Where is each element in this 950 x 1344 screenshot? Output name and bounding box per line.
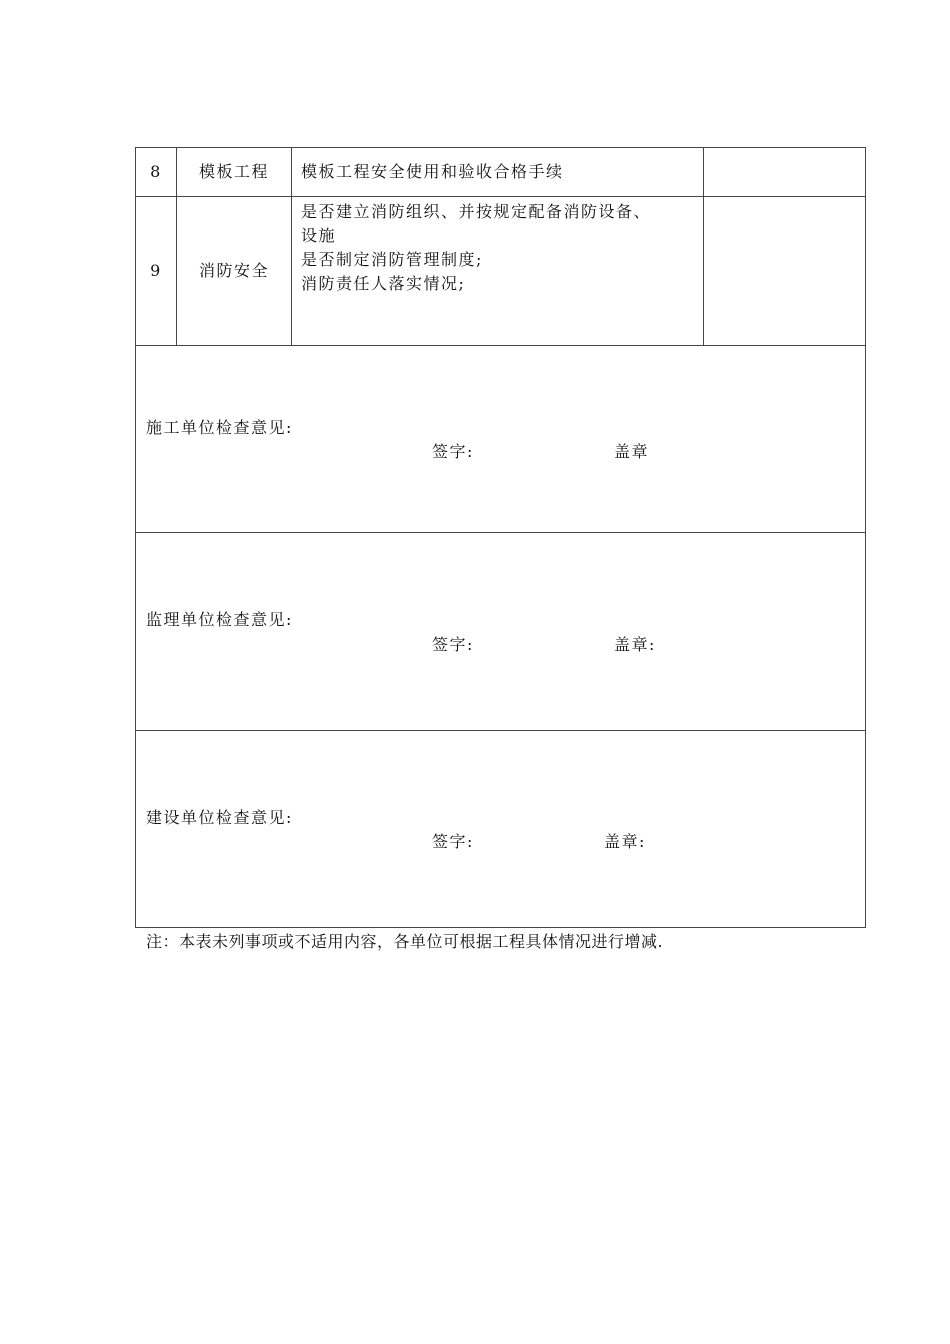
owner-opinion-label: 建设单位检查意见:: [146, 808, 293, 827]
row-divider-4: [135, 730, 866, 731]
supervision-seal-label: 盖章:: [614, 635, 656, 654]
table-note: 注：本表未列事项或不适用内容，各单位可根据工程具体情况进行增减.: [146, 932, 664, 951]
row-divider-3: [135, 532, 866, 533]
construction-seal-label: 盖章: [614, 442, 650, 461]
supervision-sign-label: 签字:: [432, 635, 474, 654]
row-category: 消防安全: [198, 261, 269, 280]
row-item: 模板工程安全使用和验收合格手续: [301, 162, 564, 181]
row-divider-2: [135, 345, 866, 346]
construction-sign-label: 签字:: [432, 442, 474, 461]
row-index: 8: [150, 162, 162, 181]
row-category: 模板工程: [198, 162, 269, 181]
owner-seal-label: 盖章:: [604, 832, 646, 851]
column-divider-category: [291, 147, 292, 345]
owner-sign-label: 签字:: [432, 832, 474, 851]
supervision-opinion-label: 监理单位检查意见:: [146, 610, 293, 629]
row-item: 是否制定消防管理制度;: [301, 250, 483, 269]
row-item: 消防责任人落实情况;: [301, 274, 466, 293]
row-item: 是否建立消防组织、并按规定配备消防设备、: [301, 202, 652, 221]
construction-opinion-label: 施工单位检查意见:: [146, 418, 293, 437]
row-item: 设施: [301, 226, 337, 245]
row-index: 9: [150, 261, 162, 280]
row-divider-1: [135, 196, 866, 197]
column-divider-result: [703, 147, 704, 345]
